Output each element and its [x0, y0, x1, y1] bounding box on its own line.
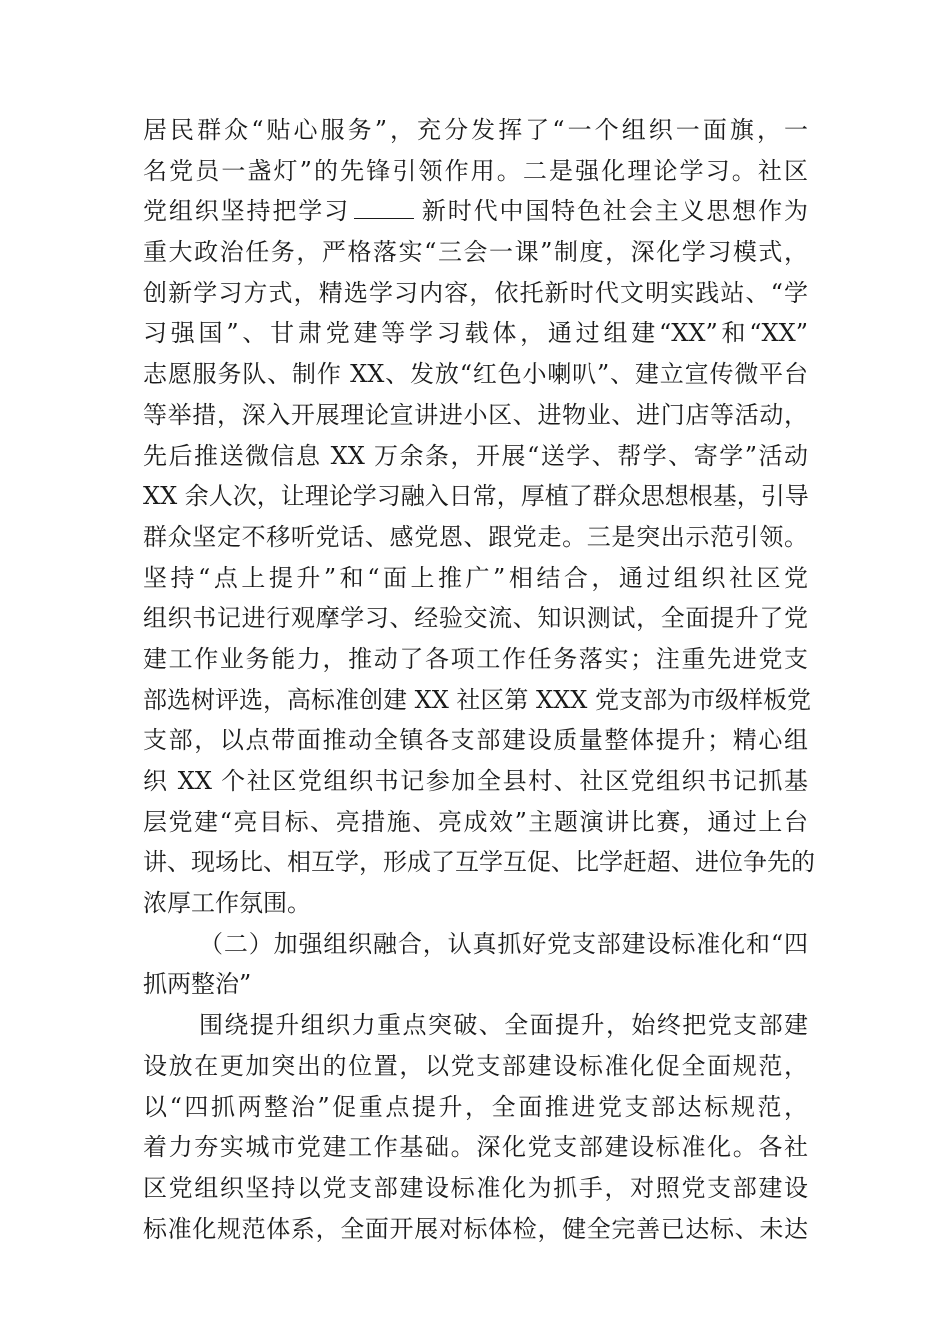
section-heading: （二）加强组织融合，认真抓好党支部建设标准化和“四: [199, 929, 808, 958]
text-line: XX 余人次，让理论学习融入日常，厚植了群众思想根基，引导: [143, 482, 809, 511]
text-line: 先后推送微信息 XX 万余条，开展“送学、帮学、寄学”活动: [143, 441, 808, 470]
section-heading: 抓两整治”: [143, 970, 252, 999]
text-line: 以“四抓两整治”促重点提升，全面推进党支部达标规范，: [143, 1092, 808, 1121]
text-line: 标准化规范体系，全面开展对标体检，健全完善已达标、未达: [143, 1214, 808, 1243]
text-line: 等举措，深入开展理论宣讲进小区、进物业、进门店等活动，: [143, 400, 808, 429]
text-line: 坚持“点上提升”和“面上推广”相结合，通过组织社区党: [143, 563, 808, 592]
text-line: 志愿服务队、制作 XX、发放“红色小喇叭”、建立宣传微平台: [143, 360, 808, 389]
text-line: 居民群众“贴心服务”，充分发挥了“一个组织一面旗，一: [143, 116, 808, 144]
text-line: 群众坚定不移听党话、感党恩、跟党走。三是突出示范引领。: [143, 522, 808, 551]
text-line: 建工作业务能力，推动了各项工作任务落实；注重先进党支: [143, 644, 808, 673]
text-segment: 新时代中国特色社会主义思想作为: [419, 197, 809, 226]
blank-underline: [354, 200, 414, 219]
text-line: 区党组织坚持以党支部建设标准化为抓手，对照党支部建设: [143, 1173, 808, 1202]
text-line: 围绕提升组织力重点突破、全面提升，始终把党支部建: [199, 1011, 808, 1040]
text-line: 支部，以点带面推动全镇各支部建设质量整体提升；精心组: [143, 726, 808, 755]
text-line: 创新学习方式，精选学习内容，依托新时代文明实践站、“学: [143, 278, 808, 307]
text-line: 组织书记进行观摩学习、经验交流、知识测试，全面提升了党: [143, 604, 808, 633]
text-line: 名党员一盏灯”的先锋引领作用。二是强化理论学习。社区: [143, 156, 808, 185]
text-line: 层党建“亮目标、亮措施、亮成效”主题演讲比赛，通过上台: [143, 807, 808, 836]
text-line: 浓厚工作氛围。: [143, 889, 311, 918]
text-line: 着力夯实城市党建工作基础。深化党支部建设标准化。各社: [143, 1133, 808, 1162]
document-body: [143, 110, 815, 1249]
text-line: [143, 191, 808, 232]
text-line: 重大政治任务，严格落实“三会一课”制度，深化学习模式，: [143, 238, 808, 267]
text-line: 习强国”、甘肃党建等学习载体，通过组建“XX”和“XX”: [143, 319, 808, 348]
text-line: 部选树评选，高标准创建 XX 社区第 XXX 党支部为市级样板党: [143, 685, 811, 714]
text-line: 讲、现场比、相互学，形成了互学互促、比学赶超、进位争先的: [143, 848, 815, 877]
text-line: 设放在更加突出的位置，以党支部建设标准化促全面规范，: [143, 1051, 808, 1080]
text-line: 织 XX 个社区党组织书记参加全县村、社区党组织书记抓基: [143, 767, 808, 795]
text-segment: 党组织坚持把学习: [143, 197, 350, 226]
